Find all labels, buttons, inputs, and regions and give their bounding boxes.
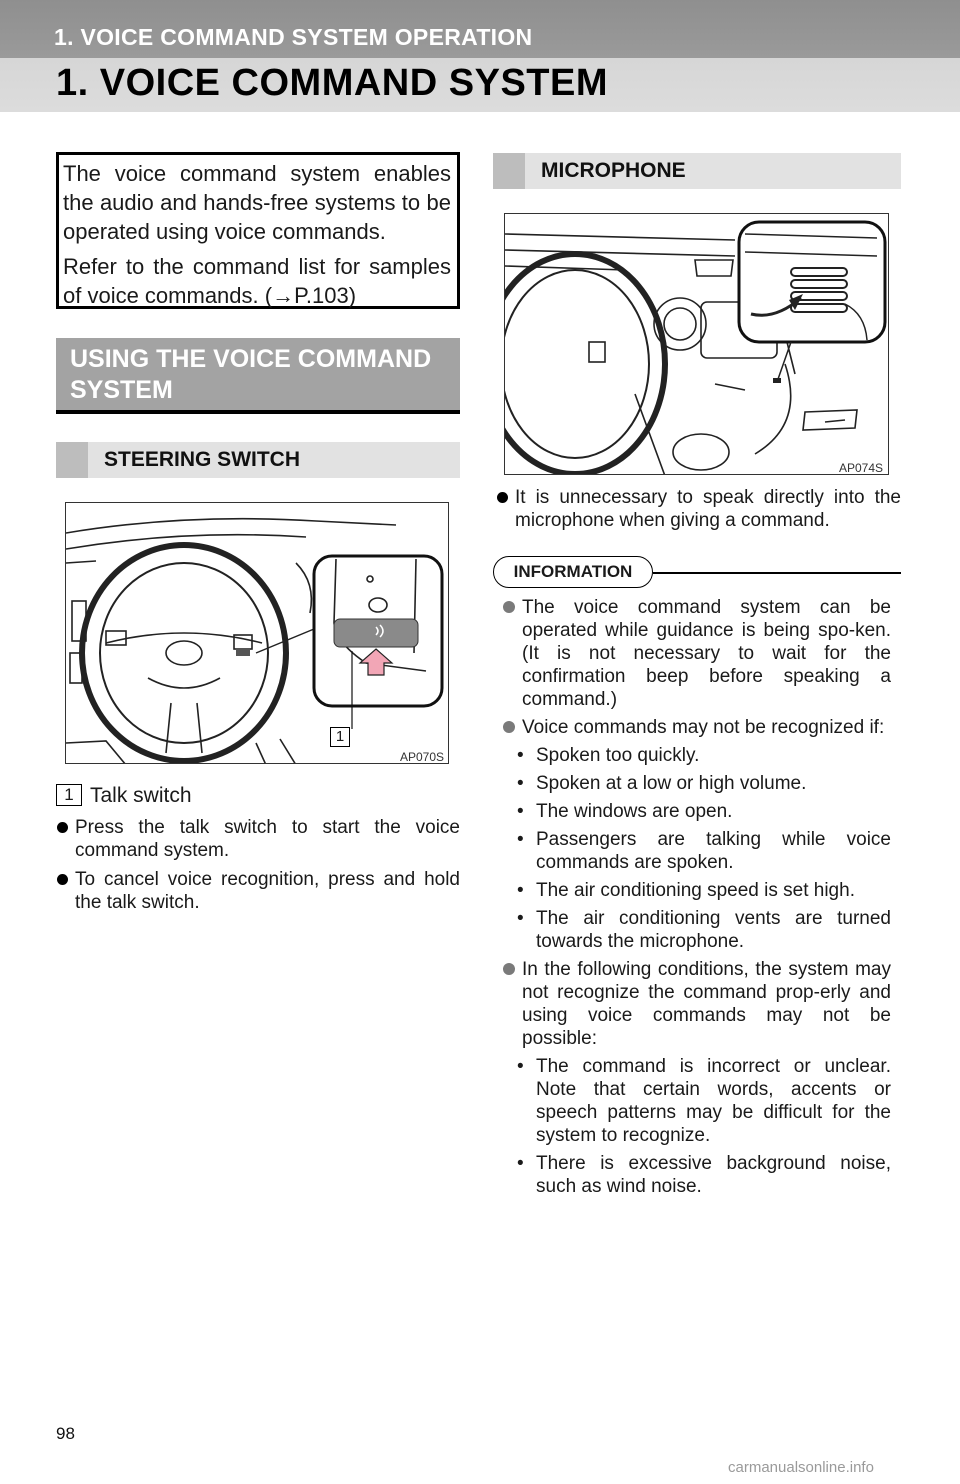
intro-paragraph-2: Refer to the command list for samples of voice commands. (→P.103): [63, 254, 451, 308]
information-subitem: • Spoken too quickly.: [503, 744, 891, 767]
section-label: 1. VOICE COMMAND SYSTEM OPERATION: [54, 24, 533, 50]
callout-number: 1: [56, 784, 82, 806]
information-subitem: • The air conditioning speed is set high.: [503, 879, 891, 902]
microphone-bullets: [496, 486, 901, 538]
dashboard-microphone-illustration: [505, 214, 889, 475]
microphone-figure: [504, 213, 889, 475]
page-title: 1. VOICE COMMAND SYSTEM: [56, 62, 608, 104]
subheading-marker: [493, 153, 525, 189]
callout-label: Talk switch: [90, 784, 192, 807]
information-subitem: • The air conditioning vents are turned towards the microphone.: [503, 907, 891, 953]
figure-code-microphone: AP074S: [839, 461, 884, 475]
information-subitem: • Passengers are talking while voice commands are spoken.: [503, 828, 891, 874]
list-item: To cancel voice recognition, press and hold the talk switch.: [56, 868, 460, 914]
list-item: Press the talk switch to start the voice command system.: [56, 816, 460, 862]
section-heading-using: USING THE VOICE COMMAND SYSTEM: [56, 338, 460, 414]
page-header: [0, 0, 960, 112]
information-subitem: • Spoken at a low or high volume.: [503, 772, 891, 795]
subheading-marker: [56, 442, 88, 478]
subheading-text: MICROPHONE: [541, 159, 686, 182]
information-rule: [653, 572, 901, 574]
figure-code-steering: AP070S: [400, 750, 445, 764]
information-subitem: • The command is incorrect or unclear. Note that certain words, accents or speech patterns may be difficult for the system to recognize.: [503, 1055, 891, 1147]
watermark: carmanualsonline.info: [728, 1459, 874, 1476]
callout-number-inset: 1: [330, 727, 350, 747]
steering-switch-bullets: [56, 816, 460, 920]
steering-wheel-illustration: [66, 503, 449, 764]
intro-paragraph-1: The voice command system enables the audio and hands-free systems to be operated using voice commands.: [63, 161, 451, 244]
information-list: [503, 596, 891, 1203]
list-item: It is unnecessary to speak directly into the microphone when giving a command.: [496, 486, 901, 532]
information-item: The voice command system can be operated while guidance is being spo-ken. (It is not necessary to wait for the confirmation beep before speaking a command.): [503, 596, 891, 711]
subheading-microphone: [493, 153, 901, 189]
subheading-text: STEERING SWITCH: [104, 448, 301, 471]
callout-talk-switch: [56, 784, 460, 808]
information-item: In the following conditions, the system may not recognize the command prop-erly and using voice commands may not be possible:: [503, 958, 891, 1050]
information-subitem: • There is excessive background noise, such as wind noise.: [503, 1152, 891, 1198]
information-item: Voice commands may not be recognized if:: [503, 716, 891, 739]
information-subitem: • The windows are open.: [503, 800, 891, 823]
page-number: 98: [56, 1424, 75, 1443]
subheading-steering-switch: [56, 442, 460, 478]
intro-box: [56, 152, 460, 309]
steering-switch-figure: [65, 502, 449, 764]
information-badge: INFORMATION: [493, 556, 653, 588]
